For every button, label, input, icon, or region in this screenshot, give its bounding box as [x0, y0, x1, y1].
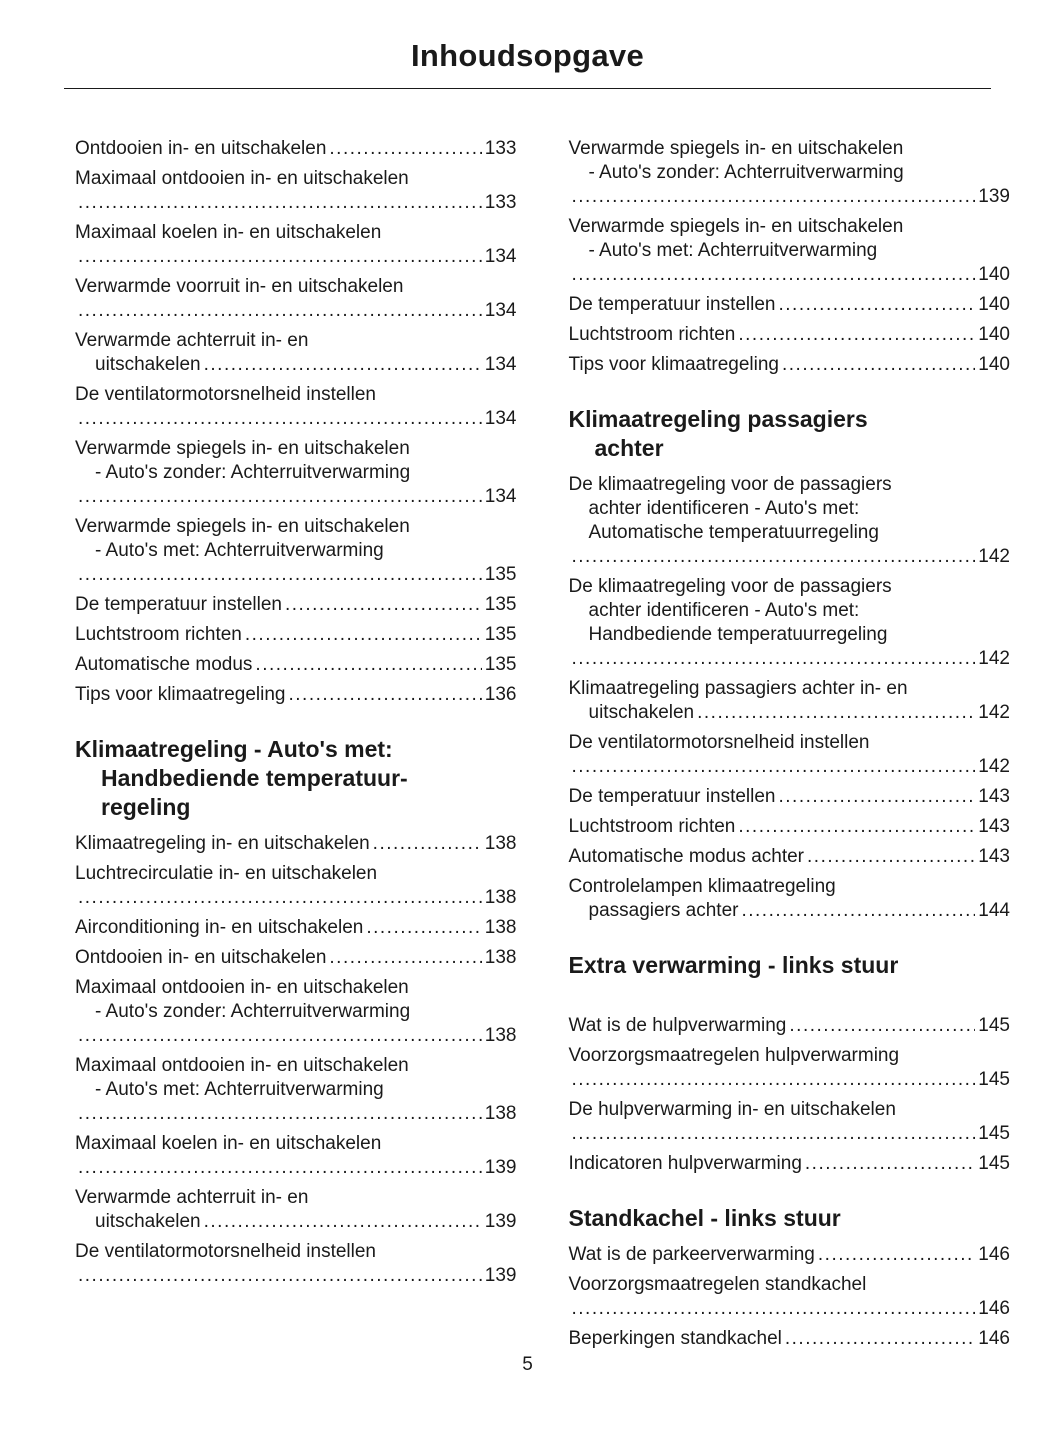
toc-entry — [569, 875, 1011, 923]
toc-entry — [569, 293, 1011, 317]
entry-line: De ventilatormotorsnelheid instellen — [75, 1241, 376, 1262]
dot-leader — [572, 647, 976, 671]
entry-page-number: 138 — [484, 1103, 517, 1124]
entry-page-number: 140 — [978, 354, 1010, 375]
entry-text: passagiers achter — [588, 900, 739, 921]
entry-page-number: 134 — [484, 408, 517, 429]
dot-leader — [78, 485, 482, 509]
dot-leader — [78, 191, 482, 215]
entry-page-number: 135 — [484, 594, 517, 615]
entry-line: De klimaatregeling voor de passagiers — [568, 576, 892, 597]
entry-page-number: 140 — [978, 264, 1010, 285]
entry-page-number: 140 — [978, 294, 1010, 315]
entry-text: Tips voor klimaatregeling — [75, 684, 286, 705]
entry-line: achter identificeren - Auto's met: — [588, 600, 860, 621]
entry-page-number: 135 — [484, 624, 517, 645]
toc-entry — [75, 832, 517, 856]
dot-leader — [785, 1327, 975, 1351]
section-heading-line: achter — [594, 435, 664, 461]
entry-text: Ontdooien in- en uitschakelen — [75, 947, 327, 968]
entry-line — [569, 845, 1011, 869]
toc-entry — [569, 1152, 1011, 1176]
entry-page-number: 142 — [978, 648, 1010, 669]
dot-leader — [782, 353, 975, 377]
entry-dots-line — [569, 1122, 1011, 1146]
toc-entry — [569, 785, 1011, 809]
toc-entry — [75, 683, 517, 707]
entry-page-number: 145 — [978, 1123, 1010, 1144]
entry-line — [569, 899, 1011, 923]
section-heading — [569, 405, 1011, 463]
dot-leader — [572, 1068, 976, 1092]
entry-page-number: 143 — [978, 816, 1010, 837]
entry-line: Controlelampen klimaatregeling — [568, 876, 836, 897]
dot-leader — [289, 683, 482, 707]
entry-line: Voorzorgsmaatregelen hulpverwarming — [568, 1045, 900, 1066]
dot-leader — [329, 946, 481, 970]
entry-text: Wat is de parkeerverwarming — [568, 1244, 815, 1265]
entry-page-number: 133 — [484, 138, 517, 159]
entry-line: Maximaal ontdooien in- en uitschakelen — [75, 1055, 409, 1076]
entry-text: Indicatoren hulpverwarming — [568, 1153, 802, 1174]
dot-leader — [78, 1024, 482, 1048]
toc-entry — [569, 1327, 1011, 1351]
entry-line — [75, 916, 517, 940]
dot-leader — [78, 407, 482, 431]
entry-page-number: 139 — [484, 1157, 517, 1178]
toc-entry — [75, 167, 517, 215]
entry-line: De hulpverwarming in- en uitschakelen — [568, 1099, 896, 1120]
entry-page-number: 146 — [978, 1298, 1010, 1319]
toc-entry — [75, 437, 517, 509]
entry-line: Verwarmde spiegels in- en uitschakelen — [568, 138, 904, 159]
entry-line — [569, 1327, 1011, 1351]
entry-page-number: 138 — [484, 833, 517, 854]
dot-leader — [789, 1014, 975, 1038]
toc-entry — [569, 1014, 1011, 1038]
entry-dots-line — [75, 1264, 517, 1288]
toc-entry — [569, 815, 1011, 839]
entry-line — [75, 353, 517, 377]
entry-line: Handbediende temperatuurregeling — [588, 624, 888, 645]
entry-page-number: 139 — [978, 186, 1010, 207]
dot-leader — [572, 545, 976, 569]
entry-dots-line — [569, 263, 1011, 287]
entry-line — [75, 946, 517, 970]
entry-dots-line — [75, 1024, 517, 1048]
entry-page-number: 142 — [978, 756, 1010, 777]
entry-page-number: 145 — [978, 1153, 1010, 1174]
entry-line: Voorzorgsmaatregelen standkachel — [568, 1274, 867, 1295]
toc-column — [569, 137, 1011, 1357]
entry-dots-line — [75, 485, 517, 509]
dot-leader — [78, 886, 482, 910]
toc-entry — [75, 946, 517, 970]
toc-entry — [75, 916, 517, 940]
entry-dots-line — [75, 191, 517, 215]
entry-line: Verwarmde voorruit in- en uitschakelen — [75, 276, 404, 297]
entry-line — [569, 815, 1011, 839]
entry-page-number: 136 — [484, 684, 517, 705]
entry-page-number: 135 — [484, 564, 517, 585]
dot-leader — [245, 623, 482, 647]
entry-line: De ventilatormotorsnelheid instellen — [568, 732, 870, 753]
entry-line — [569, 323, 1011, 347]
toc-entry — [75, 137, 517, 161]
entry-text: De temperatuur instellen — [568, 294, 776, 315]
entry-dots-line — [75, 1102, 517, 1126]
dot-leader — [738, 323, 975, 347]
toc-entry — [569, 473, 1011, 569]
entry-text: Tips voor klimaatregeling — [568, 354, 779, 375]
entry-dots-line — [569, 545, 1011, 569]
toc-entry — [75, 623, 517, 647]
entry-line: Verwarmde achterruit in- en — [75, 1187, 309, 1208]
entry-dots-line — [569, 185, 1011, 209]
entry-line — [569, 701, 1011, 725]
entry-line — [75, 653, 517, 677]
entry-text: uitschakelen — [95, 354, 201, 375]
toc-column — [75, 137, 517, 1294]
section-heading — [75, 735, 517, 822]
toc-entry — [75, 593, 517, 617]
entry-line: achter identificeren - Auto's met: — [588, 498, 860, 519]
entry-line: - Auto's zonder: Achterruitverwarming — [95, 1001, 411, 1022]
toc-entry — [569, 845, 1011, 869]
entry-page-number: 145 — [978, 1015, 1010, 1036]
entry-page-number: 138 — [484, 947, 517, 968]
toc-entry — [75, 976, 517, 1048]
entry-dots-line — [75, 1156, 517, 1180]
dot-leader — [572, 755, 976, 779]
entry-line: De ventilatormotorsnelheid instellen — [75, 384, 376, 405]
toc-entry — [569, 1044, 1011, 1092]
toc-entry — [75, 515, 517, 587]
entry-line — [569, 1152, 1011, 1176]
entry-text: Beperkingen standkachel — [568, 1328, 782, 1349]
dot-leader — [78, 245, 482, 269]
dot-leader — [366, 916, 481, 940]
entry-text: Airconditioning in- en uitschakelen — [75, 917, 364, 938]
entry-line: Luchtrecirculatie in- en uitschakelen — [75, 863, 378, 884]
entry-dots-line — [75, 886, 517, 910]
dot-leader — [329, 137, 481, 161]
entry-dots-line — [75, 299, 517, 323]
entry-dots-line — [75, 563, 517, 587]
dot-leader — [572, 185, 976, 209]
entry-line: - Auto's zonder: Achterruitverwarming — [588, 162, 904, 183]
entry-page-number: 146 — [978, 1244, 1010, 1265]
entry-text: uitschakelen — [95, 1211, 201, 1232]
entry-text: Automatische modus achter — [568, 846, 805, 867]
toc-columns — [0, 89, 1055, 1357]
entry-page-number: 140 — [978, 324, 1010, 345]
entry-text: Wat is de hulpverwarming — [568, 1015, 787, 1036]
section-heading-line: Standkachel - links stuur — [568, 1205, 841, 1231]
entry-line — [569, 785, 1011, 809]
toc-entry — [569, 1098, 1011, 1146]
entry-line: Klimaatregeling passagiers achter in- en — [568, 678, 908, 699]
entry-line: - Auto's met: Achterruitverwarming — [95, 1079, 384, 1100]
entry-line — [75, 623, 517, 647]
dot-leader — [78, 299, 482, 323]
entry-page-number: 143 — [978, 846, 1010, 867]
section-heading — [569, 1204, 1011, 1233]
entry-line: De klimaatregeling voor de passagiers — [568, 474, 892, 495]
entry-line: Automatische temperatuurregeling — [588, 522, 879, 543]
toc-entry — [569, 731, 1011, 779]
entry-page-number: 134 — [484, 354, 517, 375]
entry-text: Luchtstroom richten — [568, 324, 736, 345]
entry-text: Luchtstroom richten — [568, 816, 736, 837]
dot-leader — [78, 563, 482, 587]
dot-leader — [818, 1243, 975, 1267]
dot-leader — [572, 263, 976, 287]
dot-leader — [78, 1102, 482, 1126]
entry-text: Ontdooien in- en uitschakelen — [75, 138, 327, 159]
entry-line — [75, 683, 517, 707]
dot-leader — [697, 701, 975, 725]
entry-line: Maximaal koelen in- en uitschakelen — [75, 222, 382, 243]
entry-page-number: 144 — [978, 900, 1010, 921]
dot-leader — [255, 653, 481, 677]
entry-page-number: 139 — [484, 1265, 517, 1286]
entry-page-number: 142 — [978, 702, 1010, 723]
toc-entry — [569, 575, 1011, 671]
entry-line: Verwarmde achterruit in- en — [75, 330, 309, 351]
entry-line: - Auto's met: Achterruitverwarming — [95, 540, 384, 561]
toc-entry — [75, 653, 517, 677]
dot-leader — [779, 785, 976, 809]
entry-text: Luchtstroom richten — [75, 624, 242, 645]
entry-page-number: 139 — [484, 1211, 517, 1232]
dot-leader — [572, 1297, 976, 1321]
entry-page-number: 145 — [978, 1069, 1010, 1090]
toc-entry — [75, 221, 517, 269]
entry-dots-line — [569, 1297, 1011, 1321]
dot-leader — [78, 1264, 482, 1288]
toc-entry — [569, 1273, 1011, 1321]
toc-entry — [569, 215, 1011, 287]
entry-text: Automatische modus — [75, 654, 253, 675]
entry-page-number: 142 — [978, 546, 1010, 567]
entry-dots-line — [569, 1068, 1011, 1092]
entry-page-number: 133 — [484, 192, 517, 213]
entry-page-number: 134 — [484, 246, 517, 267]
page-title: Inhoudsopgave — [411, 38, 644, 73]
entry-dots-line — [569, 647, 1011, 671]
toc-entry — [75, 383, 517, 431]
page-number-footer: 5 — [522, 1354, 533, 1375]
entry-dots-line — [75, 245, 517, 269]
toc-entry — [75, 329, 517, 377]
entry-line: Verwarmde spiegels in- en uitschakelen — [75, 516, 410, 537]
toc-entry — [569, 677, 1011, 725]
entry-line: Verwarmde spiegels in- en uitschakelen — [75, 438, 410, 459]
toc-entry — [75, 1186, 517, 1234]
section-heading — [569, 951, 1011, 980]
section-heading-line: Extra verwarming - links stuur — [568, 952, 899, 978]
dot-leader — [204, 353, 482, 377]
dot-leader — [807, 845, 975, 869]
entry-line: Maximaal koelen in- en uitschakelen — [75, 1133, 382, 1154]
toc-entry — [569, 323, 1011, 347]
entry-dots-line — [75, 407, 517, 431]
toc-entry — [75, 1240, 517, 1288]
entry-page-number: 135 — [484, 654, 517, 675]
entry-page-number: 146 — [978, 1328, 1010, 1349]
entry-page-number: 138 — [484, 887, 517, 908]
section-heading-line: regeling — [101, 794, 191, 820]
dot-leader — [779, 293, 976, 317]
entry-line — [569, 293, 1011, 317]
dot-leader — [805, 1152, 975, 1176]
entry-page-number: 134 — [484, 486, 517, 507]
entry-line: Verwarmde spiegels in- en uitschakelen — [568, 216, 904, 237]
toc-entry — [75, 862, 517, 910]
entry-text: uitschakelen — [588, 702, 695, 723]
entry-text: Klimaatregeling in- en uitschakelen — [75, 833, 370, 854]
entry-line — [569, 353, 1011, 377]
entry-page-number: 143 — [978, 786, 1010, 807]
entry-page-number: 138 — [484, 917, 517, 938]
toc-entry — [569, 1243, 1011, 1267]
dot-leader — [78, 1156, 482, 1180]
entry-page-number: 134 — [484, 300, 517, 321]
dot-leader — [741, 899, 975, 923]
entry-line: Maximaal ontdooien in- en uitschakelen — [75, 977, 409, 998]
entry-line — [569, 1014, 1011, 1038]
entry-text: De temperatuur instellen — [75, 594, 282, 615]
section-heading-line: Handbediende temperatuur- — [101, 765, 408, 791]
entry-line: - Auto's met: Achterruitverwarming — [588, 240, 878, 261]
entry-text: De temperatuur instellen — [568, 786, 776, 807]
dot-leader — [204, 1210, 482, 1234]
section-heading-line: Klimaatregeling - Auto's met: — [75, 736, 393, 762]
dot-leader — [572, 1122, 976, 1146]
entry-line — [75, 137, 517, 161]
toc-entry — [75, 1132, 517, 1180]
entry-line — [75, 832, 517, 856]
entry-line — [75, 593, 517, 617]
entry-line — [75, 1210, 517, 1234]
entry-line: Maximaal ontdooien in- en uitschakelen — [75, 168, 409, 189]
entry-line — [569, 1243, 1011, 1267]
toc-entry — [75, 275, 517, 323]
entry-line: - Auto's zonder: Achterruitverwarming — [95, 462, 411, 483]
dot-leader — [373, 832, 482, 856]
section-heading-line: Klimaatregeling passagiers — [568, 406, 868, 432]
entry-dots-line — [569, 755, 1011, 779]
toc-entry — [569, 137, 1011, 209]
toc-entry — [569, 353, 1011, 377]
entry-page-number: 138 — [484, 1025, 517, 1046]
dot-leader — [738, 815, 975, 839]
toc-entry — [75, 1054, 517, 1126]
dot-leader — [285, 593, 482, 617]
